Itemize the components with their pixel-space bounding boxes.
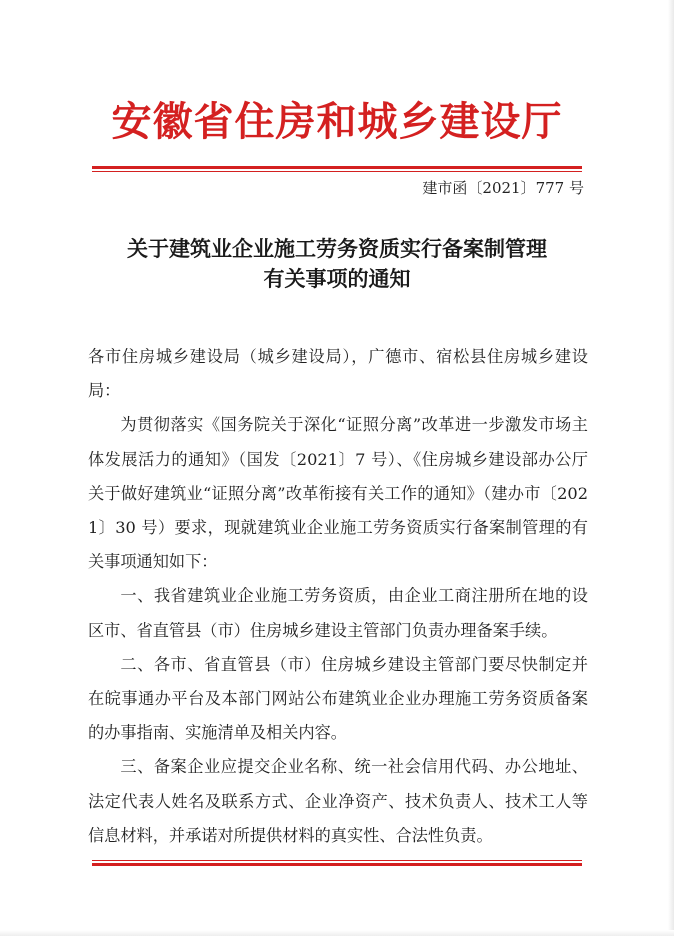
notice-title-line-1: 关于建筑业企业施工劳务资质实行备案制管理: [127, 237, 547, 261]
header-red-rule-thin: [92, 171, 582, 172]
issuing-organization-title: 安徽省住房和城乡建设厅: [111, 99, 563, 145]
notice-title: [80, 234, 594, 294]
document-body: [88, 340, 588, 853]
item-1-paragraph: 一、我省建筑业企业施工劳务资质，由企业工商注册所在地的设区市、省直管县（市）住房城乡建设主管部门负责办理备案手续。: [88, 586, 588, 640]
document-number: 建市函〔2021〕777 号: [422, 179, 584, 197]
footer-red-rule-thick: [92, 863, 582, 866]
item-3-paragraph: 三、备案企业应提交企业名称、统一社会信用代码、办公地址、法定代表人姓名及联系方式、企业净资产、技术负责人、技术工人等信息材料，并承诺对所提供材料的真实性、合法性负责。: [88, 757, 588, 845]
footer-red-rule-thin: [92, 860, 582, 861]
salutation: 各市住房城乡建设局（城乡建设局），广德市、宿松县住房城乡建设局：: [88, 347, 588, 401]
notice-title-line-2: 有关事项的通知: [263, 267, 411, 291]
page-edge-shadow: [668, 0, 674, 936]
header-red-rule-thick: [92, 166, 582, 169]
item-2-paragraph: 二、各市、省直管县（市）住房城乡建设主管部门要尽快制定并在皖事通办平台及本部门网站公布建筑业企业办理施工劳务资质备案的办事指南、实施清单及相关内容。: [88, 654, 588, 743]
page-bottom-shadow: [0, 930, 674, 936]
intro-paragraph: 为贯彻落实《国务院关于深化“证照分离”改革进一步激发市场主体发展活力的通知》（国发〔2021〕7 号）、《住房城乡建设部办公厅关于做好建筑业“证照分离”改革衔接有关工作的通知》（建办市〔2021〕30 号）要求，现就建筑业企业施工劳务资质实行备案制管理的有关事项通知如下：: [88, 415, 588, 572]
